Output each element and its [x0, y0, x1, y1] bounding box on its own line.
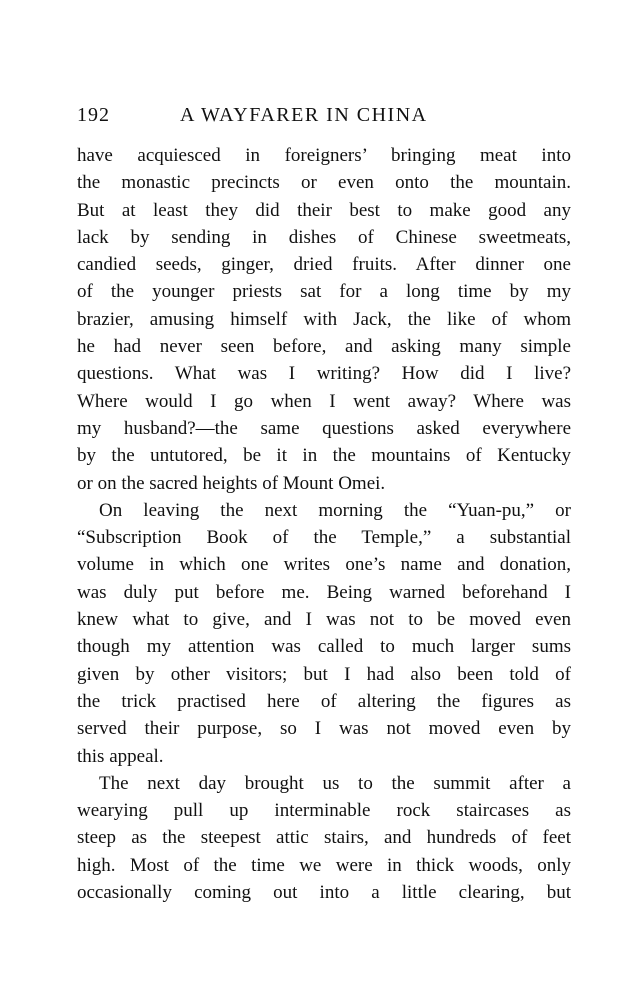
text-line: by the untutored, be it in the mountains of Kentucky — [77, 445, 571, 467]
text-line: or on the sacred heights of Mount Omei. — [77, 472, 386, 494]
running-title: A WAYFARER IN CHINA — [180, 104, 428, 126]
text-line: But at least they did their best to make good any — [77, 199, 571, 221]
text-line: volume in which one writes one’s name and donation, — [77, 554, 571, 576]
text-line: steep as the steepest attic stairs, and hundreds of feet — [77, 827, 571, 849]
text-line: high. Most of the time we were in thick woods, only — [77, 854, 571, 876]
text-line: brazier, amusing himself with Jack, the like of whom — [77, 308, 571, 330]
text-line: occasionally coming out into a little clearing, but — [77, 882, 571, 904]
text-line: my husband?—the same questions asked everywhere — [77, 417, 571, 439]
text-line: The next day brought us to the summit after a — [99, 772, 571, 794]
text-line: this appeal. — [77, 745, 164, 767]
text-line: have acquiesced in foreigners’ bringing meat into — [77, 145, 571, 166]
text-line: he had never seen before, and asking many simple — [77, 336, 571, 358]
text-line: On leaving the next morning the “Yuan-pu,” or — [99, 499, 571, 521]
text-line: knew what to give, and I was not to be moved even — [77, 609, 571, 631]
text-line: given by other visitors; but I had also been told of — [77, 663, 571, 685]
page-header — [77, 104, 571, 134]
text-line: lack by sending in dishes of Chinese sweetmeats, — [77, 226, 571, 248]
text-line: Where would I go when I went away? Where was — [77, 390, 571, 412]
text-line: wearying pull up interminable rock staircases as — [77, 800, 571, 822]
text-line: of the younger priests sat for a long time by my — [77, 281, 571, 303]
page-number: 192 — [77, 104, 110, 126]
body-text — [77, 142, 571, 906]
text-line: the monastic precincts or even onto the mountain. — [77, 172, 571, 194]
text-line: questions. What was I writing? How did I live? — [77, 363, 571, 385]
text-line: “Subscription Book of the Temple,” a substantial — [77, 527, 571, 549]
text-line: candied seeds, ginger, dried fruits. After dinner one — [77, 254, 571, 276]
text-line: was duly put before me. Being warned beforehand I — [77, 581, 571, 603]
text-line: served their purpose, so I was not moved even by — [77, 718, 571, 740]
text-line: though my attention was called to much larger sums — [77, 636, 571, 658]
text-line: the trick practised here of altering the figures as — [77, 690, 571, 712]
